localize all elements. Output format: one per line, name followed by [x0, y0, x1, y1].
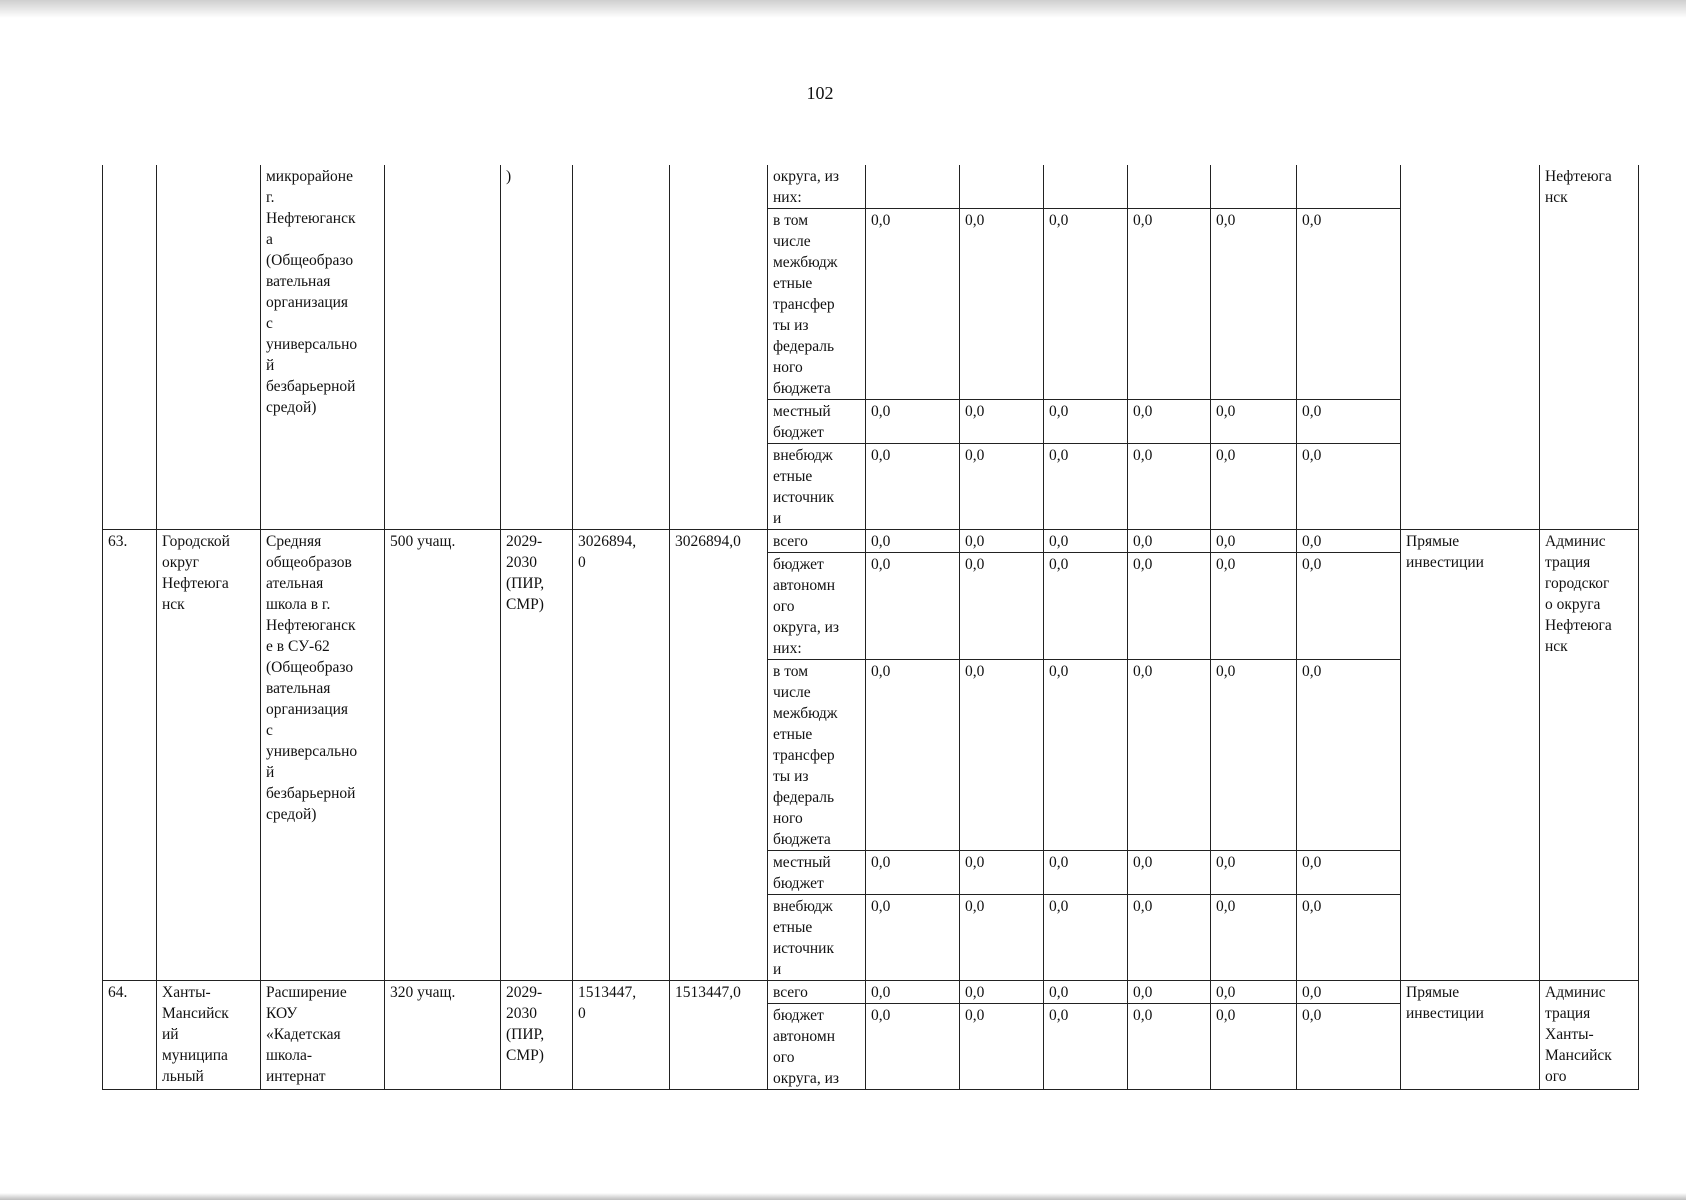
source-label-cell: бюджет автономн ого округа, из — [768, 1004, 866, 1090]
source-label-cell: местный бюджет — [768, 851, 866, 895]
value-cell: 0,0 — [1297, 400, 1401, 444]
value-cell: 0,0 — [1128, 981, 1211, 1004]
value-cell: 0,0 — [1297, 444, 1401, 530]
object-name-cell: микрорайоне г. Нефтеюганск а (Общеобразо вательная организация с универсально й безбарьерной средой) — [261, 165, 385, 530]
source-label-cell: округа, из них: — [768, 165, 866, 209]
source-label-cell: бюджет автономн ого округа, из них: — [768, 553, 866, 660]
investment-form-cell — [1401, 165, 1540, 530]
value-cell: 0,0 — [866, 530, 960, 553]
value-cell: 0,0 — [960, 895, 1044, 981]
value-cell: 0,0 — [1044, 1004, 1128, 1090]
value-cell: 0,0 — [866, 895, 960, 981]
value-cell: 0,0 — [1211, 851, 1297, 895]
value-cell: 0,0 — [1128, 444, 1211, 530]
municipality-cell: Ханты- Мансийск ий муниципа льный — [157, 981, 261, 1090]
period-cell: ) — [501, 165, 573, 530]
source-label-cell: в том числе межбюдж етные трансфер ты из федераль ного бюджета — [768, 660, 866, 851]
cost-total-cell — [670, 165, 768, 530]
value-cell: 0,0 — [1128, 851, 1211, 895]
value-cell: 0,0 — [1297, 530, 1401, 553]
scan-edge-top — [0, 0, 1686, 18]
value-cell: 0,0 — [960, 981, 1044, 1004]
source-label-cell: внебюдж етные источник и — [768, 444, 866, 530]
value-cell: 0,0 — [1128, 895, 1211, 981]
value-cell: 0,0 — [1044, 851, 1128, 895]
value-cell: 0,0 — [1044, 553, 1128, 660]
value-cell: 0,0 — [1297, 660, 1401, 851]
investment-form-cell: Прямые инвестиции — [1401, 981, 1540, 1090]
cost-cell — [573, 165, 670, 530]
value-cell — [960, 165, 1044, 209]
value-cell — [866, 165, 960, 209]
capacity-cell: 500 учащ. — [385, 530, 501, 981]
value-cell — [1128, 165, 1211, 209]
value-cell: 0,0 — [1211, 444, 1297, 530]
value-cell: 0,0 — [866, 660, 960, 851]
value-cell: 0,0 — [1044, 400, 1128, 444]
table-row — [103, 165, 1639, 209]
table-row — [103, 530, 1639, 553]
customer-cell: Нефтеюга нск — [1540, 165, 1639, 530]
value-cell: 0,0 — [1044, 660, 1128, 851]
value-cell: 0,0 — [960, 851, 1044, 895]
value-cell: 0,0 — [1211, 553, 1297, 660]
row-number-cell — [103, 165, 157, 530]
source-label-cell: в том числе межбюдж етные трансфер ты из федераль ного бюджета — [768, 209, 866, 400]
cost-total-cell: 3026894,0 — [670, 530, 768, 981]
municipality-cell — [157, 165, 261, 530]
value-cell: 0,0 — [1297, 851, 1401, 895]
municipality-cell: Городской округ Нефтеюга нск — [157, 530, 261, 981]
value-cell: 0,0 — [960, 660, 1044, 851]
value-cell: 0,0 — [1297, 553, 1401, 660]
table-row — [103, 981, 1639, 1004]
value-cell: 0,0 — [960, 400, 1044, 444]
investment-table — [102, 165, 1639, 1090]
value-cell: 0,0 — [1044, 981, 1128, 1004]
value-cell: 0,0 — [1297, 209, 1401, 400]
source-label-cell: всего — [768, 981, 866, 1004]
value-cell: 0,0 — [866, 851, 960, 895]
cost-cell: 3026894, 0 — [573, 530, 670, 981]
value-cell: 0,0 — [1297, 981, 1401, 1004]
value-cell: 0,0 — [1211, 660, 1297, 851]
cost-total-cell: 1513447,0 — [670, 981, 768, 1090]
value-cell: 0,0 — [866, 209, 960, 400]
value-cell: 0,0 — [1044, 895, 1128, 981]
value-cell: 0,0 — [1128, 400, 1211, 444]
value-cell: 0,0 — [960, 530, 1044, 553]
value-cell — [1044, 165, 1128, 209]
value-cell: 0,0 — [1128, 553, 1211, 660]
scan-edge-bottom — [0, 1193, 1686, 1200]
value-cell: 0,0 — [1211, 209, 1297, 400]
source-label-cell: внебюдж етные источник и — [768, 895, 866, 981]
row-number-cell: 64. — [103, 981, 157, 1090]
value-cell: 0,0 — [1128, 209, 1211, 400]
value-cell: 0,0 — [1297, 895, 1401, 981]
capacity-cell — [385, 165, 501, 530]
customer-cell: Админис трация Ханты- Мансийск ого — [1540, 981, 1639, 1090]
value-cell — [1297, 165, 1401, 209]
source-label-cell: местный бюджет — [768, 400, 866, 444]
value-cell: 0,0 — [1044, 530, 1128, 553]
period-cell: 2029- 2030 (ПИР, СМР) — [501, 530, 573, 981]
value-cell: 0,0 — [960, 209, 1044, 400]
value-cell — [1211, 165, 1297, 209]
value-cell: 0,0 — [1128, 660, 1211, 851]
value-cell: 0,0 — [1044, 209, 1128, 400]
value-cell: 0,0 — [960, 444, 1044, 530]
value-cell: 0,0 — [1297, 1004, 1401, 1090]
source-label-cell: всего — [768, 530, 866, 553]
value-cell: 0,0 — [960, 553, 1044, 660]
period-cell: 2029- 2030 (ПИР, СМР) — [501, 981, 573, 1090]
value-cell: 0,0 — [1211, 530, 1297, 553]
value-cell: 0,0 — [960, 1004, 1044, 1090]
value-cell: 0,0 — [1044, 444, 1128, 530]
value-cell: 0,0 — [866, 981, 960, 1004]
value-cell: 0,0 — [1128, 1004, 1211, 1090]
page-number: 102 — [806, 83, 834, 103]
value-cell: 0,0 — [866, 400, 960, 444]
object-name-cell: Средняя общеобразов ательная школа в г. Нефтеюганск е в СУ-62 (Общеобразо вательная организация с универсально й безбарьерной средой) — [261, 530, 385, 981]
object-name-cell: Расширение КОУ «Кадетская школа- интернат — [261, 981, 385, 1090]
value-cell: 0,0 — [866, 1004, 960, 1090]
investment-form-cell: Прямые инвестиции — [1401, 530, 1540, 981]
value-cell: 0,0 — [1211, 1004, 1297, 1090]
value-cell: 0,0 — [1211, 895, 1297, 981]
customer-cell: Админис трация городског о округа Нефтеюга нск — [1540, 530, 1639, 981]
value-cell: 0,0 — [1211, 981, 1297, 1004]
row-number-cell: 63. — [103, 530, 157, 981]
cost-cell: 1513447, 0 — [573, 981, 670, 1090]
value-cell: 0,0 — [866, 553, 960, 660]
value-cell: 0,0 — [1128, 530, 1211, 553]
value-cell: 0,0 — [866, 444, 960, 530]
value-cell: 0,0 — [1211, 400, 1297, 444]
capacity-cell: 320 учащ. — [385, 981, 501, 1090]
